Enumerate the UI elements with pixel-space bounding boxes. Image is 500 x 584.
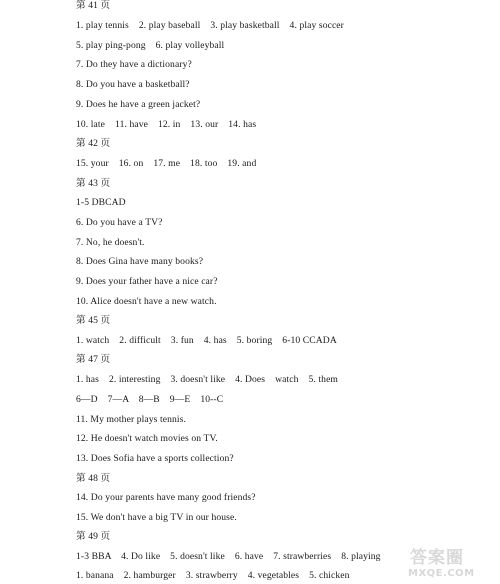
answer-line: 10. Alice doesn't have a new watch. [76,296,217,307]
answer-line: 6. Do you have a TV? [76,217,163,228]
answer-line: 1. banana 2. hamburger 3. strawberry 4. vegetables 5. chicken [76,570,350,581]
answer-line: 1. watch 2. difficult 3. fun 4. has 5. boring 6-10 CCADA [76,335,337,346]
answer-line: 1-5 DBCAD [76,197,126,208]
answer-line: 9. Does your father have a nice car? [76,276,218,287]
answer-line: 7. No, he doesn't. [76,237,145,248]
answer-line: 10. late 11. have 12. in 13. our 14. has [76,119,257,130]
watermark-url-text: MXQE.COM [408,568,475,579]
page-heading-47: 第 47 页 [76,354,111,365]
page-heading-48: 第 48 页 [76,473,111,484]
page-heading-42: 第 42 页 [76,138,111,149]
answer-line: 1-3 BBA 4. Do like 5. doesn't like 6. have 7. strawberries 8. playing [76,551,381,562]
answer-line: 12. He doesn't watch movies on TV. [76,433,218,444]
answer-line: 8. Do you have a basketball? [76,79,190,90]
answer-line: 1. play tennis 2. play baseball 3. play basketball 4. play soccer [76,20,344,31]
page-heading-45: 第 45 页 [76,315,111,326]
answer-line: 7. Do they have a dictionary? [76,59,192,70]
site-watermark [404,548,496,582]
answer-line: 11. My mother plays tennis. [76,414,186,425]
page-heading-49: 第 49 页 [76,531,111,542]
answer-line: 9. Does he have a green jacket? [76,99,201,110]
answer-line: 13. Does Sofia have a sports collection? [76,453,234,464]
page-heading-41: 第 41 页 [76,0,111,11]
answer-line: 6—D 7—A 8—B 9—E 10--C [76,394,224,405]
answer-line: 14. Do your parents have many good friends? [76,492,256,503]
answer-line: 8. Does Gina have many books? [76,256,204,267]
answer-line: 1. has 2. interesting 3. doesn't like 4. Does watch 5. them [76,374,338,385]
answer-line: 5. play ping-pong 6. play volleyball [76,40,225,51]
answer-line: 15. your 16. on 17. me 18. too 19. and [76,158,257,169]
watermark-logo-text: 答案圈 [410,548,464,568]
answer-line: 15. We don't have a big TV in our house. [76,512,237,523]
page-heading-43: 第 43 页 [76,178,111,189]
